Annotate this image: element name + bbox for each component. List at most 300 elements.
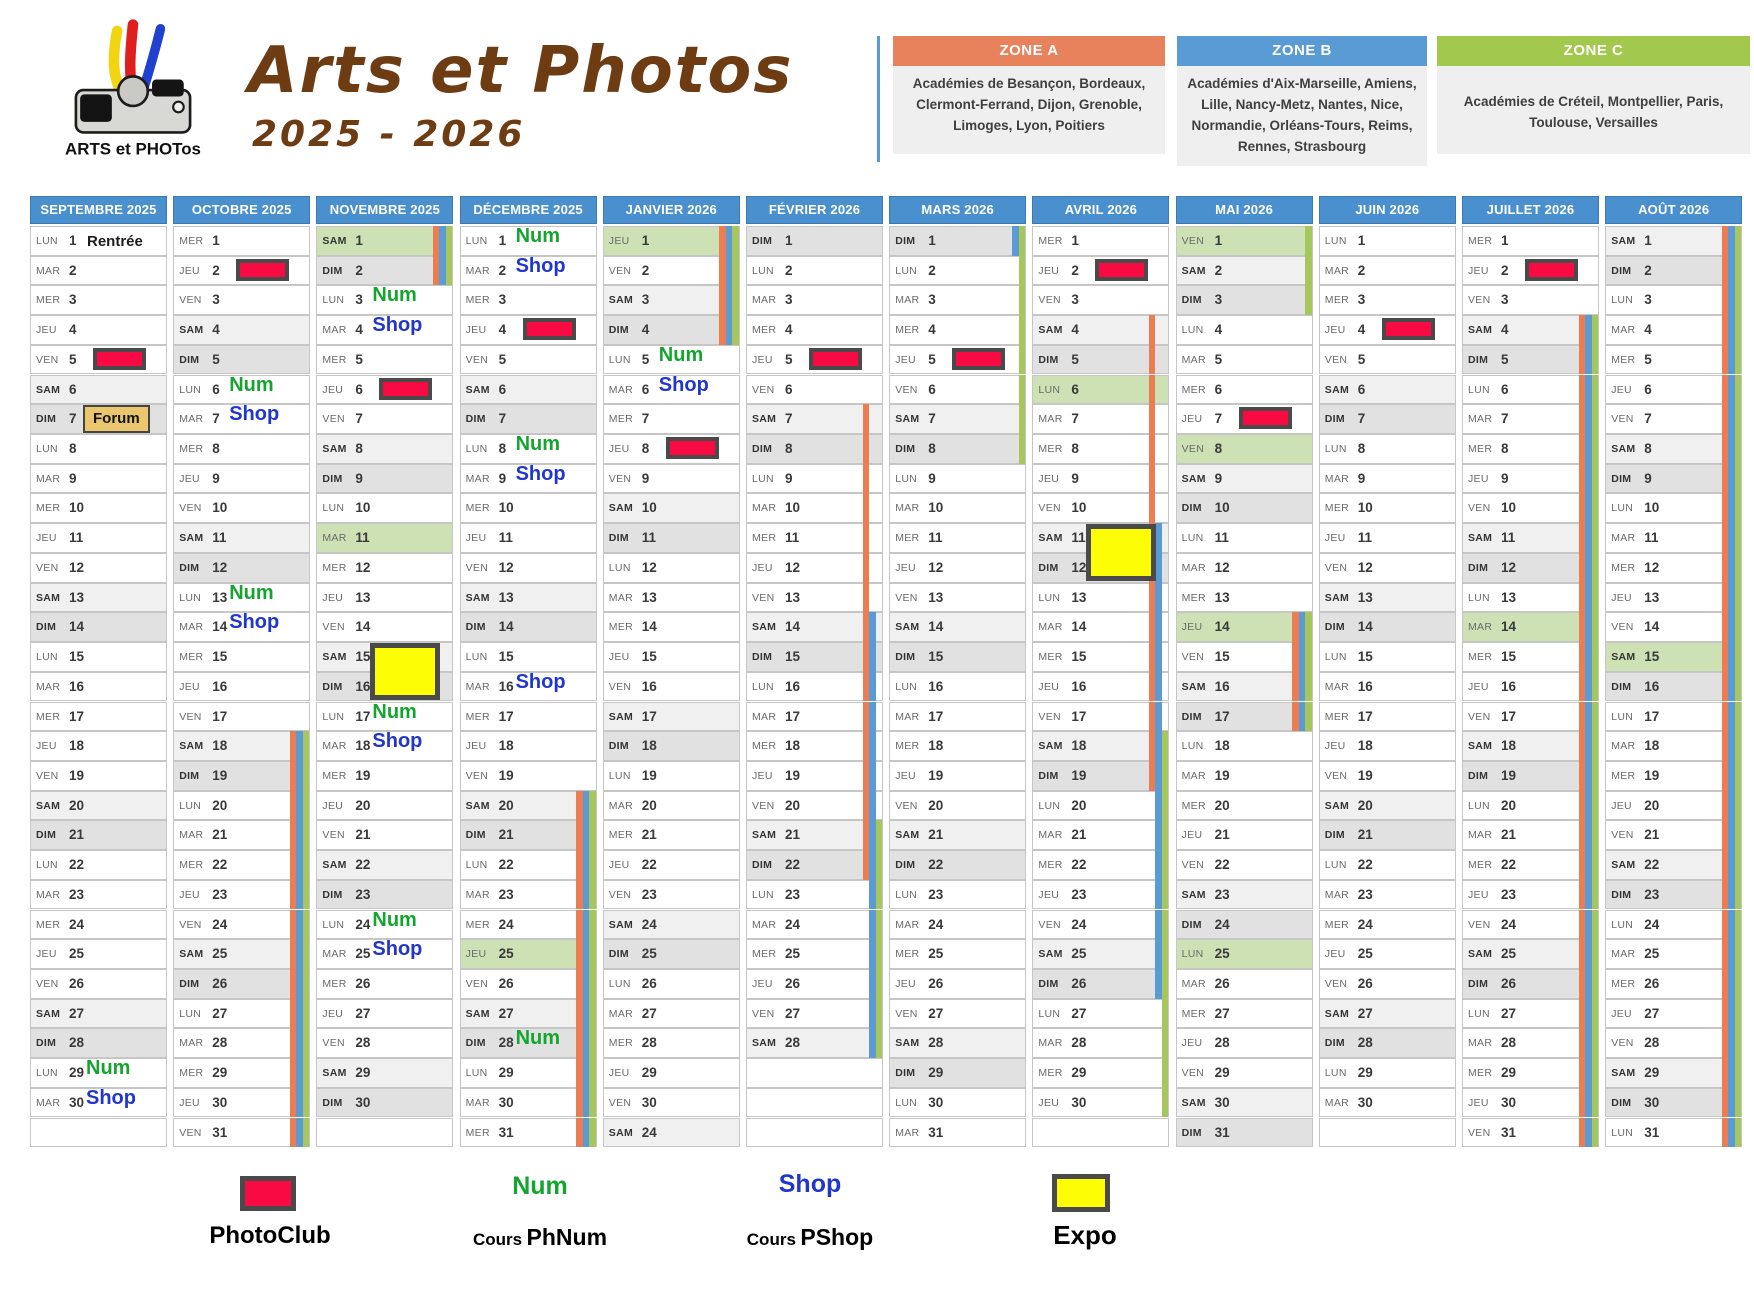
day-cell [173,1088,310,1118]
day-cell [1176,791,1313,821]
day-number: 6 [1071,381,1079,397]
day-of-week-label: LUN [465,651,488,664]
day-of-week-label: LUN [608,353,631,366]
day-of-week-label: MER [1324,502,1350,515]
day-number: 1 [1071,233,1079,248]
day-cell [1319,493,1456,523]
day-number: 31 [212,1124,228,1140]
day-number: 19 [1214,767,1230,783]
day-cell [1605,493,1742,523]
day-of-week-label: DIM [752,443,773,456]
day-number: 11 [355,530,370,546]
day-of-week-label: MER [465,294,490,307]
vacation-stripe-zone-c [1162,939,1169,969]
day-number: 3 [212,292,220,308]
day-cell [1605,404,1742,434]
camera-lens [118,76,148,106]
vacation-stripe-zone-b [869,612,876,642]
day-number: 17 [1501,708,1517,724]
day-number: 27 [498,1005,514,1021]
day-cell [746,256,883,286]
day-cell [460,999,597,1029]
day-number: 6 [1644,381,1652,397]
day-of-week-label: JEU [179,888,200,901]
day-number: 19 [212,767,228,783]
vacation-stripe-zone-c [1592,642,1599,672]
vacation-stripe-zone-c [1735,523,1742,553]
day-of-week-label: MER [179,443,204,456]
num-course-label: Num [229,373,274,396]
day-number: 12 [1214,559,1230,575]
day-cell [460,731,597,761]
day-cell [173,642,310,672]
day-cell [1319,375,1456,405]
day-cell [460,702,597,732]
day-number: 4 [928,322,936,338]
month-header: AOÛT 2026 [1605,196,1742,224]
day-number: 5 [69,351,77,367]
day-cell [889,523,1026,553]
day-of-week-label: LUN [608,561,631,574]
day-number: 26 [498,976,514,991]
day-of-week-label: DIM [1468,978,1489,990]
day-cell [316,999,453,1029]
day-of-week-label: JEU [608,443,630,456]
day-of-week-label: LUN [895,472,918,485]
expo-marker [1086,524,1156,581]
day-cell [1319,1028,1456,1058]
zone-a-academies: Académies de Besançon, Bordeaux, Clermont-Ferrand, Dijon, Grenoble, Limoges, Lyon, Poitiers [893,66,1165,154]
month-column-4 [460,196,597,1150]
day-number: 29 [1501,1065,1517,1081]
day-of-week-label: JEU [1038,472,1060,485]
day-number: 27 [928,1005,944,1021]
vacation-stripe-zone-b [1155,672,1162,702]
month-header: AVRIL 2026 [1032,196,1169,224]
zone-a-header: ZONE A [893,36,1165,66]
day-number: 4 [1214,322,1223,338]
zone-b-header: ZONE B [1177,36,1427,66]
day-number: 2 [1644,262,1652,278]
day-number: 11 [1644,530,1659,546]
vacation-stripe-zone-b [869,642,876,672]
day-of-week-label: MAR [752,710,777,723]
day-of-week-label: LUN [179,591,202,604]
day-cell [1319,583,1456,613]
day-cell [173,702,310,732]
day-cell [1319,672,1456,702]
day-number: 24 [928,916,944,932]
day-number: 10 [69,500,85,516]
day-number: 28 [69,1035,85,1051]
day-of-week-label: DIM [1181,1126,1202,1139]
vacation-stripe-zone-c [1592,672,1599,702]
day-number: 20 [1357,797,1373,813]
vacation-stripe-zone-c [1592,731,1599,761]
day-of-week-label: MAR [179,621,204,634]
day-number: 21 [1214,827,1230,843]
vacation-stripe-zone-c [1735,553,1742,583]
day-cell [603,375,740,405]
day-number: 22 [1357,857,1373,873]
day-of-week-label: LUN [1324,443,1347,456]
day-of-week-label: LUN [1611,502,1634,515]
day-cell [316,404,453,434]
day-number: 27 [1357,1005,1373,1021]
day-cell [1176,345,1313,375]
day-of-week-label: VEN [179,294,202,307]
month-days [746,226,883,1150]
day-number: 28 [355,1035,371,1051]
day-cell [1605,880,1742,910]
day-number: 29 [212,1065,228,1081]
day-cell [746,285,883,315]
day-of-week-label: VEN [1468,710,1491,723]
vacation-stripe-zone-c [1592,493,1599,523]
day-cell [603,523,740,553]
day-cell [30,969,167,999]
day-of-week-label: MER [895,948,920,961]
photoclub-legend-label: PhotoClub [209,1222,331,1249]
day-number: 16 [785,678,801,694]
day-number: 13 [641,589,657,605]
day-number: 29 [1214,1065,1230,1081]
vacation-stripe-zone-c [589,969,596,999]
day-number: 13 [928,589,944,605]
day-number: 1 [1501,233,1509,248]
day-cell [746,315,883,345]
day-of-week-label: JEU [1038,1096,1060,1109]
vacation-stripe-zone-c [589,791,596,821]
day-cell [889,939,1026,969]
day-number: 14 [928,619,944,635]
day-cell [1032,702,1169,732]
day-cell [1176,1058,1313,1088]
day-of-week-label: MAR [36,888,61,901]
day-of-week-label: JEU [36,532,57,545]
day-cell [316,523,453,553]
day-number: 16 [641,678,657,694]
day-of-week-label: VEN [1611,413,1634,426]
day-of-week-label: JEU [465,740,487,753]
day-number: 21 [1071,827,1087,843]
vacation-stripe-zone-c [1735,999,1742,1029]
day-cell [30,910,167,940]
vacation-stripe-zone-c [1735,731,1742,761]
day-of-week-label: SAM [1324,799,1350,812]
photoclub-marker [1239,407,1292,429]
vacation-stripe-zone-c [876,820,883,850]
day-of-week-label: DIM [322,264,343,277]
day-cell [603,910,740,940]
day-cell [746,642,883,672]
day-cell [1032,285,1169,315]
day-cell [460,761,597,791]
day-cell [1319,285,1456,315]
day-cell [746,553,883,583]
day-of-week-label: DIM [1611,680,1632,693]
day-cell [1462,672,1599,702]
day-cell [889,464,1026,494]
day-of-week-label: MER [1324,294,1350,307]
day-of-week-label: DIM [608,740,629,753]
day-of-week-label: DIM [1181,502,1202,515]
day-cell [1176,226,1313,256]
day-cell [603,969,740,999]
day-of-week-label: SAM [179,532,204,545]
day-of-week-label: SAM [465,383,490,396]
day-cell [1462,969,1599,999]
day-cell [1462,345,1599,375]
day-of-week-label: MER [1468,235,1493,247]
day-number: 5 [1357,351,1366,367]
day-cell [746,612,883,642]
day-of-week-label: JEU [179,472,200,485]
photoclub-marker [952,348,1005,370]
day-number: 17 [69,708,85,724]
day-number: 13 [212,589,228,605]
vacation-stripe-zone-c [303,731,310,761]
day-of-week-label: MAR [1468,413,1493,426]
day-number: 7 [498,411,507,427]
day-number: 15 [928,649,944,665]
day-of-week-label: LUN [1181,948,1204,961]
day-of-week-label: JEU [179,680,200,693]
page-subtitle: 2025 - 2026 [252,114,526,155]
vacation-stripe-zone-c [1305,702,1312,732]
num-course-label: Num [515,225,561,247]
day-cell [1032,910,1169,940]
day-number: 16 [1357,678,1373,694]
day-of-week-label: MAR [322,532,347,545]
day-of-week-label: JEU [608,859,630,872]
day-of-week-label: JEU [1468,264,1489,277]
vacation-stripe-zone-c [1735,1058,1742,1088]
day-number: 8 [1357,441,1366,457]
vacation-stripe-zone-c [876,880,883,910]
day-cell [1032,493,1169,523]
day-of-week-label: MAR [1038,829,1063,842]
day-of-week-label: DIM [179,769,200,782]
day-number: 19 [1644,767,1660,783]
day-number: 3 [641,292,650,308]
month-days [1176,226,1313,1150]
day-cell [746,226,883,256]
zone-divider-line [877,36,880,162]
day-number: 28 [498,1035,514,1051]
day-number: 25 [1501,946,1517,962]
day-number: 9 [212,470,220,486]
day-number: 30 [928,1094,944,1110]
day-of-week-label: SAM [895,621,920,634]
day-of-week-label: MER [1611,561,1636,574]
day-cell [889,791,1026,821]
day-number: 8 [785,441,793,457]
day-of-week-label: SAM [1181,472,1206,485]
day-of-week-label: LUN [895,680,918,693]
day-of-week-label: JEU [1038,888,1060,901]
day-cell [603,731,740,761]
day-of-week-label: VEN [322,829,345,842]
day-cell [1176,434,1313,464]
day-of-week-label: JEU [1611,383,1632,396]
day-cell [1605,1058,1742,1088]
vacation-stripe-zone-b [869,761,876,791]
day-cell [316,256,453,286]
day-number: 13 [785,589,801,605]
vacation-stripe-zone-c [589,939,596,969]
zone-b-academies: Académies d'Aix-Marseille, Amiens, Lille, Nancy-Metz, Nantes, Nice, Normandie, Orléans-Tours, Reims, Rennes, Strasbourg [1177,66,1427,166]
day-of-week-label: DIM [1468,561,1489,574]
pshop-legend-label [700,1224,920,1251]
day-number: 23 [498,886,514,902]
vacation-stripe-zone-c [1592,702,1599,732]
day-cell [460,523,597,553]
day-cell [460,939,597,969]
vacation-stripe-zone-c [303,1058,310,1088]
day-number: 24 [641,916,657,932]
vacation-stripe-zone-b [1155,642,1162,672]
day-of-week-label: SAM [1324,591,1350,604]
day-of-week-label: MER [1181,799,1206,812]
day-of-week-label: DIM [36,621,57,634]
day-cell [1462,226,1599,256]
day-number: 2 [355,262,363,278]
vacation-stripe-zone-c [303,939,310,969]
day-cell [1032,226,1169,256]
day-of-week-label: MER [608,1037,634,1050]
day-number: 27 [69,1005,85,1021]
day-cell [1032,850,1169,880]
day-cell [30,226,167,256]
day-number: 14 [1214,619,1230,635]
day-of-week-label: MAR [608,1007,634,1020]
day-of-week-label: VEN [1038,294,1061,307]
day-cell [603,672,740,702]
day-number: 19 [69,767,85,783]
vacation-stripe-zone-a [863,583,870,613]
day-cell [173,345,310,375]
day-of-week-label: VEN [1468,1126,1491,1139]
day-number: 29 [641,1065,657,1081]
day-number: 24 [1071,916,1087,932]
day-cell [1032,939,1169,969]
day-of-week-label: JEU [1611,1007,1632,1020]
day-cell [1032,315,1169,345]
day-number: 23 [928,886,944,902]
day-cell [1462,523,1599,553]
day-cell [1176,256,1313,286]
day-cell [603,642,740,672]
day-cell [173,761,310,791]
day-number: 29 [928,1065,944,1081]
day-of-week-label: VEN [608,472,632,485]
vacation-stripe-zone-c [1735,1088,1742,1118]
day-cell [316,612,453,642]
day-number: 9 [1214,470,1223,486]
day-number: 8 [1071,441,1079,457]
expo-legend-label: Expo [1053,1220,1117,1250]
num-course-label: Num [515,1027,561,1050]
day-of-week-label: VEN [1181,859,1205,872]
day-number: 2 [1357,262,1366,278]
day-of-week-label: DIM [1611,888,1632,901]
day-number: 1 [1357,233,1366,248]
photoclub-marker [1525,259,1578,281]
day-of-week-label: MAR [1468,829,1493,842]
day-of-week-label: DIM [752,235,773,247]
day-of-week-label: SAM [1181,680,1206,693]
day-cell [1176,999,1313,1029]
day-number: 3 [1214,292,1223,308]
shop-course-label: Shop [658,373,709,396]
day-number: 21 [355,827,371,843]
day-of-week-label: SAM [36,383,61,396]
day-of-week-label: JEU [1181,829,1203,842]
num-course-label: Num [229,581,274,604]
day-of-week-label: MER [322,561,347,574]
day-of-week-label: DIM [179,561,200,574]
vacation-stripe-zone-c [1735,493,1742,523]
day-of-week-label: DIM [465,621,486,634]
day-cell [1462,434,1599,464]
day-of-week-label: VEN [752,383,775,396]
day-cell [1319,226,1456,256]
day-cell [316,345,453,375]
day-number: 11 [1071,530,1086,546]
vacation-stripe-zone-c [1305,226,1312,256]
vacation-stripe-zone-c [1735,850,1742,880]
day-number: 19 [641,767,657,783]
day-of-week-label: MER [608,829,634,842]
day-of-week-label: SAM [179,948,204,961]
month-days [173,226,310,1150]
day-number: 11 [641,530,657,546]
day-of-week-label: LUN [465,235,488,247]
day-number: 5 [641,351,650,367]
day-of-week-label: VEN [1181,651,1205,664]
day-of-week-label: MER [179,651,204,664]
day-number: 8 [1644,441,1652,457]
day-cell [1176,1118,1313,1148]
vacation-stripe-zone-c [303,880,310,910]
month-column-11 [1462,196,1599,1150]
day-cell [603,939,740,969]
day-of-week-label: LUN [1324,859,1347,872]
day-cell [746,583,883,613]
camera-grip [80,94,112,121]
day-cell [30,464,167,494]
day-cell [1319,523,1456,553]
vacation-stripe-zone-c [1592,850,1599,880]
month-column-12 [1605,196,1742,1150]
day-cell [603,1088,740,1118]
day-cell [1319,404,1456,434]
num-legend-key: Num [512,1172,568,1200]
day-of-week-label: LUN [1468,383,1490,396]
day-number: 4 [69,322,77,338]
vacation-stripe-zone-c [876,939,883,969]
num-course-label: Num [658,343,704,366]
day-cell [1462,285,1599,315]
day-cell [1176,375,1313,405]
day-cell [1319,820,1456,850]
day-cell [173,434,310,464]
day-number: 21 [498,827,514,843]
day-number: 30 [641,1094,657,1110]
day-cell [746,1028,883,1058]
vacation-stripe-zone-c [1592,791,1599,821]
